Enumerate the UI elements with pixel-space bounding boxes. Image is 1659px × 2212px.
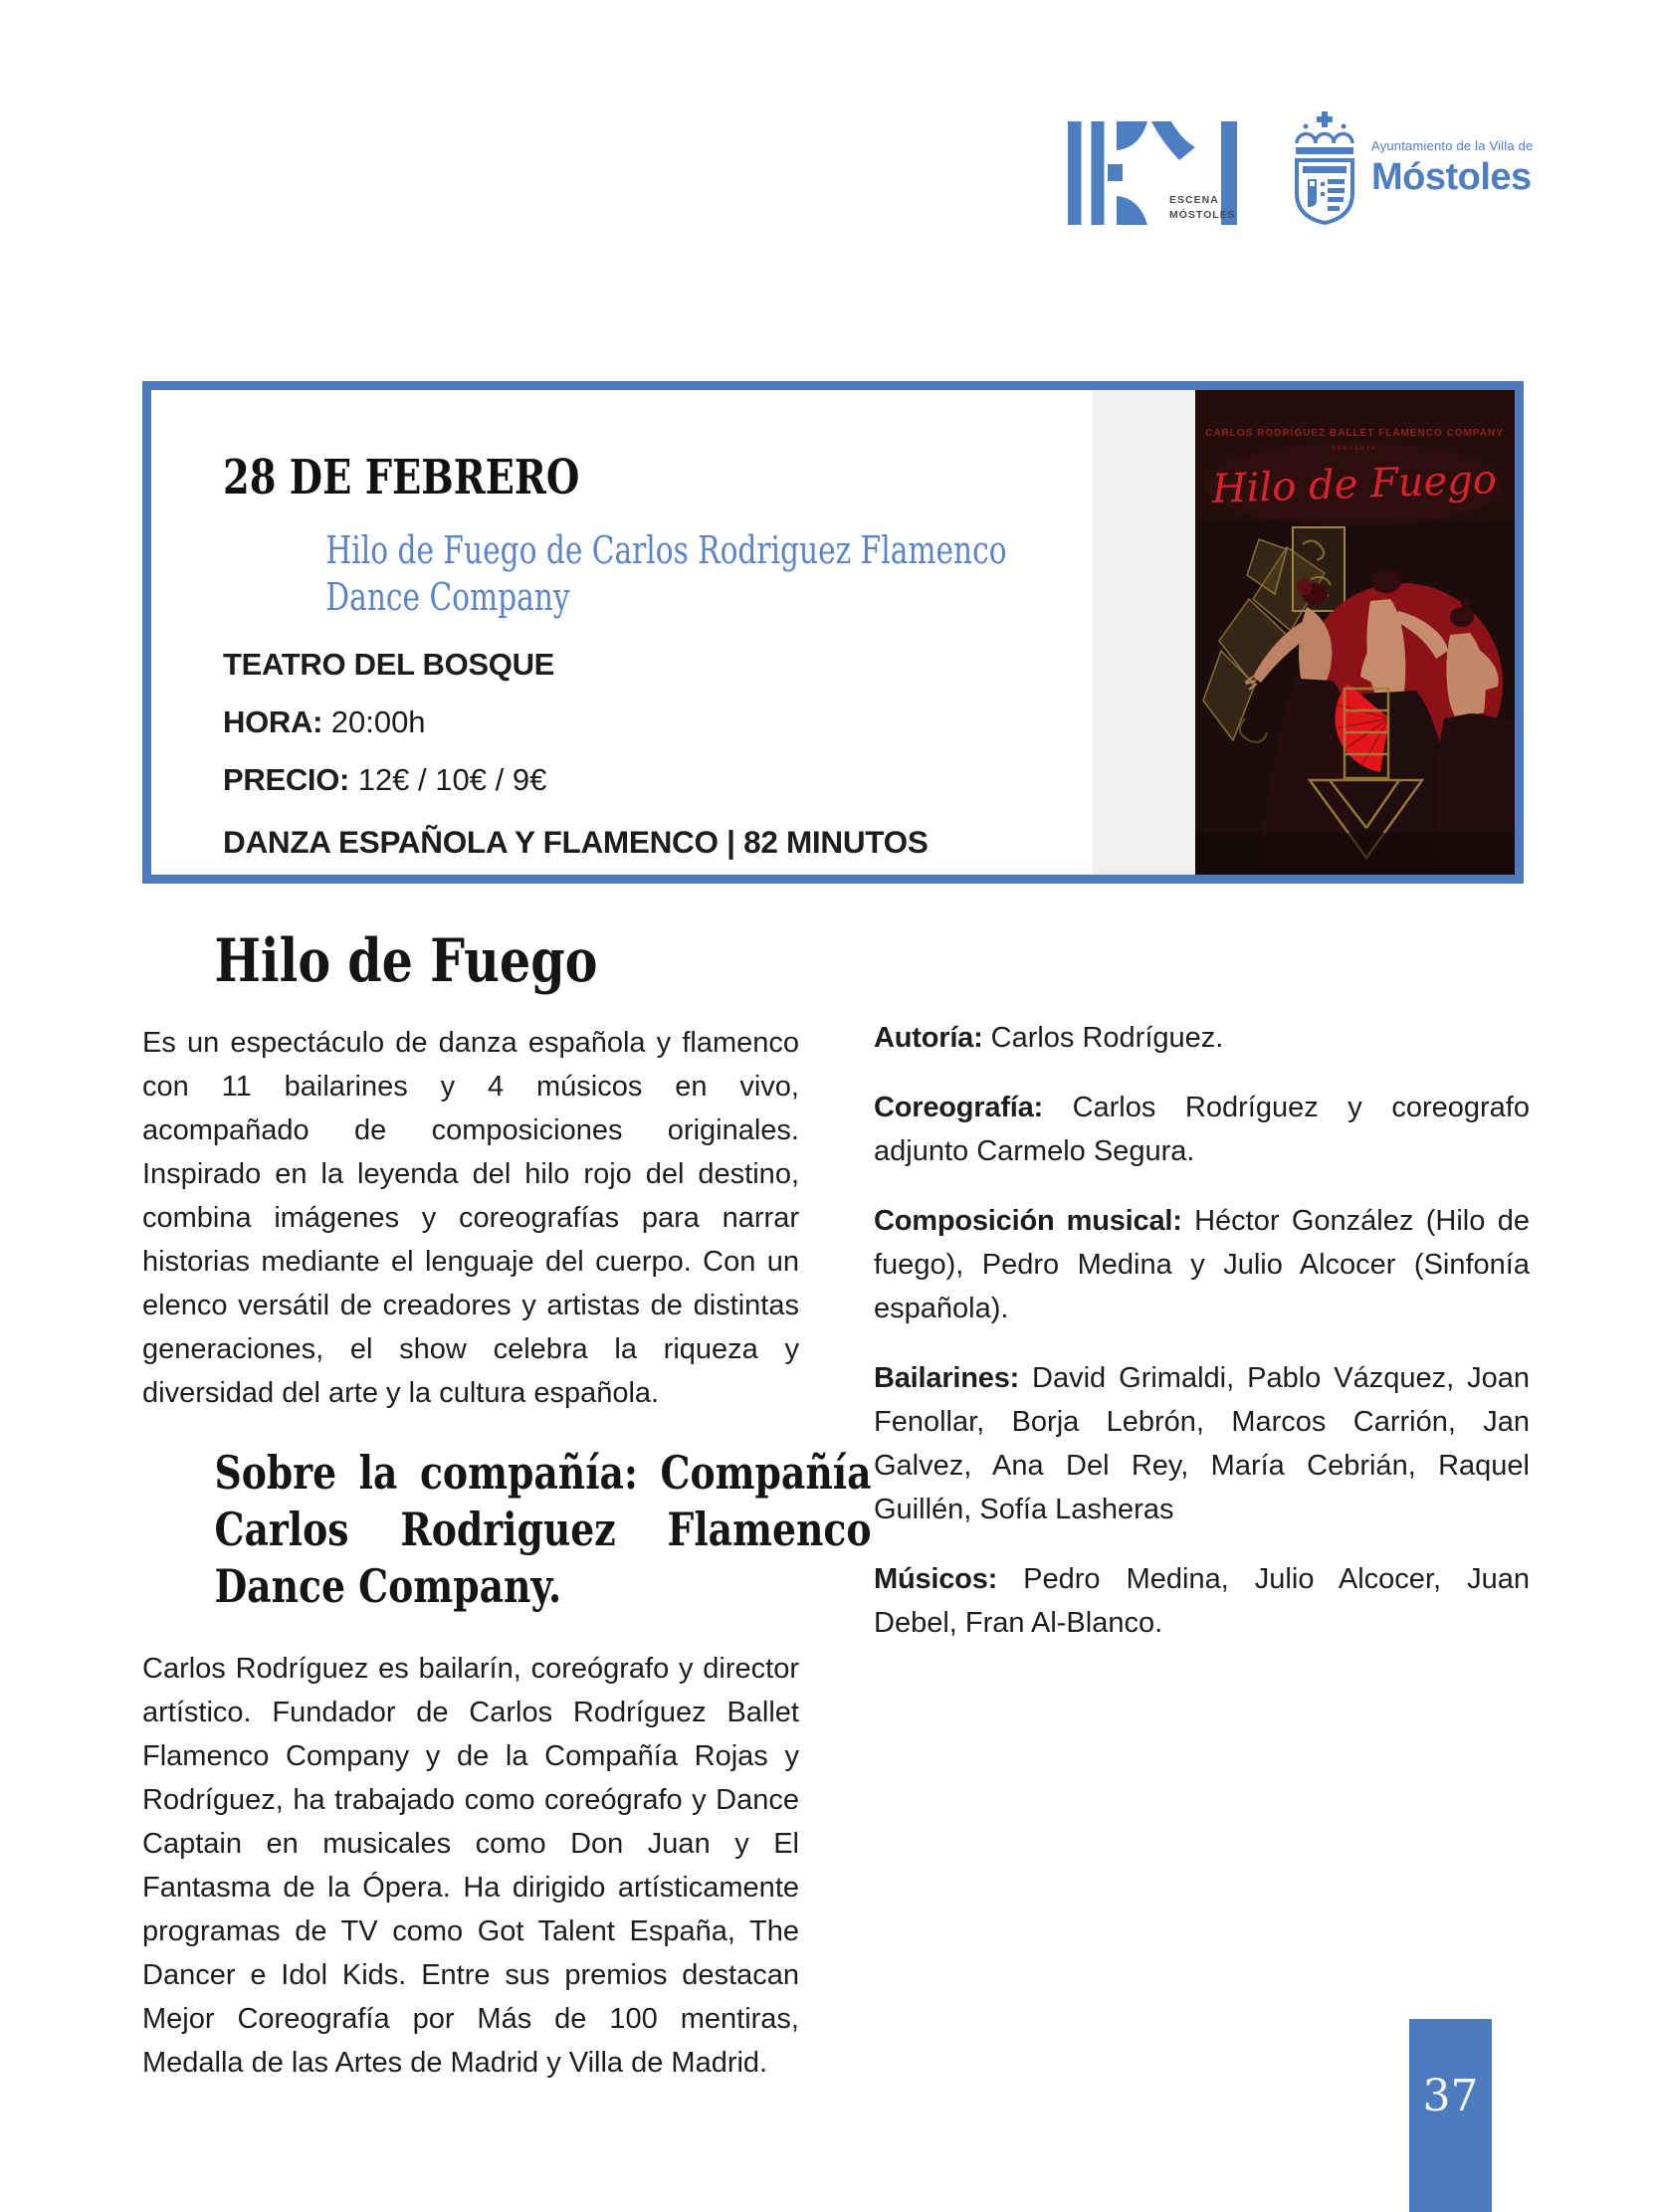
mostoles-crest-icon: [1294, 111, 1355, 231]
credit-text: David Grimaldi, Pablo Vázquez, Joan Fenollar, Borja Lebrón, Marcos Carrión, Jan Galvez, Ana Del Rey, María Cebrián, Raquel Guillén, Sofía Lasheras: [874, 1362, 1530, 1525]
ayuntamiento-tagline: Ayuntamiento de la Villa de: [1371, 138, 1534, 153]
price-value: 12€ / 10€ / 9€: [357, 762, 547, 797]
left-column: [142, 926, 872, 2085]
event-venue: TEATRO DEL BOSQUE: [223, 647, 555, 682]
credit-text: Pedro Medina, Julio Alcocer, Juan Debel, Fran Al-Blanco.: [874, 1563, 1530, 1639]
page-number-box: [1409, 2019, 1492, 2212]
credit-text: Héctor González (Hilo de fuego), Pedro Medina y Julio Alcocer (Sinfonía española).: [874, 1205, 1530, 1324]
price-label: PRECIO:: [223, 762, 350, 797]
credit-item: [874, 1356, 1530, 1531]
credit-item: [874, 1016, 1530, 1060]
escena-mostoles-logo-text: [1169, 193, 1236, 223]
credit-label: Bailarines:: [874, 1362, 1020, 1394]
event-poster: [1195, 390, 1515, 875]
poster-company-line: CARLOS RODRÍGUEZ BALLET FLAMENCO COMPANY: [1205, 428, 1504, 439]
time-label: HORA:: [223, 704, 323, 739]
credit-text: Carlos Rodríguez.: [982, 1022, 1224, 1054]
credit-label: Composición musical:: [874, 1205, 1182, 1237]
event-genre-duration: DANZA ESPAÑOLA Y FLAMENCO | 82 MINUTOS: [223, 824, 929, 860]
poster-title: Hilo de Fuego: [1211, 457, 1498, 512]
event-card: [142, 381, 1524, 884]
credit-label: Coreografía:: [874, 1092, 1044, 1123]
ayuntamiento-city: Móstoles: [1371, 156, 1532, 198]
credit-label: Autoría:: [874, 1022, 983, 1054]
credit-item: [874, 1557, 1530, 1645]
ayuntamiento-wordmark: [1371, 138, 1533, 199]
credit-text: Carlos Rodríguez y coreografo adjunto Carmelo Segura.: [874, 1092, 1530, 1167]
credit-item: [874, 1086, 1530, 1173]
poster-presents-line: PRESENTA: [1332, 446, 1377, 452]
about-company-heading: Sobre la compañía: Compañía Carlos Rodriguez Flamenco Dance Company.: [214, 1446, 872, 1613]
poster-gutter: [1093, 390, 1195, 875]
event-date: 28 DE FEBRERO: [223, 450, 580, 505]
event-time-row: [223, 704, 1099, 740]
section-title: Hilo de Fuego: [214, 926, 598, 996]
time-value: 20:00h: [330, 704, 426, 739]
event-title-line-1: Hilo de Fuego de Carlos Rodriguez Flamenco: [325, 528, 1007, 572]
credit-item: [874, 1199, 1530, 1330]
credit-label: Músicos:: [874, 1563, 998, 1595]
page-number: 37: [1422, 2071, 1479, 2121]
event-title-line-2: Dance Company: [325, 575, 570, 619]
credits-list: [874, 1016, 1530, 1671]
about-paragraph: Carlos Rodríguez es bailarín, coreógrafo y director artístico. Fundador de Carlos Rodríguez Ballet Flamenco Company y de la Compañía Rojas y Rodríguez, ha trabajado como coreógrafo y Dance Captain en musicales como Don Juan y El Fantasma de la Ópera. Ha dirigido artísticamente programas de TV como Got Talent España, The Dancer e Idol Kids. Entre sus premios destacan Mejor Coreografía por Más de 100 mentiras, Medalla de las Artes de Madrid y Villa de Madrid.: [142, 1653, 799, 2079]
mostoles-label: MÓSTOLES: [1169, 209, 1236, 221]
event-price-row: [223, 762, 1099, 798]
intro-paragraph: Es un espectáculo de danza española y flamenco con 11 bailarines y 4 músicos en vivo, acompañado de composiciones originales. Inspirado en la leyenda del hilo rojo del destino, combina imágenes y coreografías para narrar historias mediante el lenguaje del cuerpo. Con un elenco versátil de creadores y artistas de distintas generaciones, el show celebra la riqueza y diversidad del arte y la cultura española.: [142, 1027, 799, 1409]
escena-label: ESCENA: [1169, 194, 1219, 206]
event-title: [325, 527, 1055, 621]
